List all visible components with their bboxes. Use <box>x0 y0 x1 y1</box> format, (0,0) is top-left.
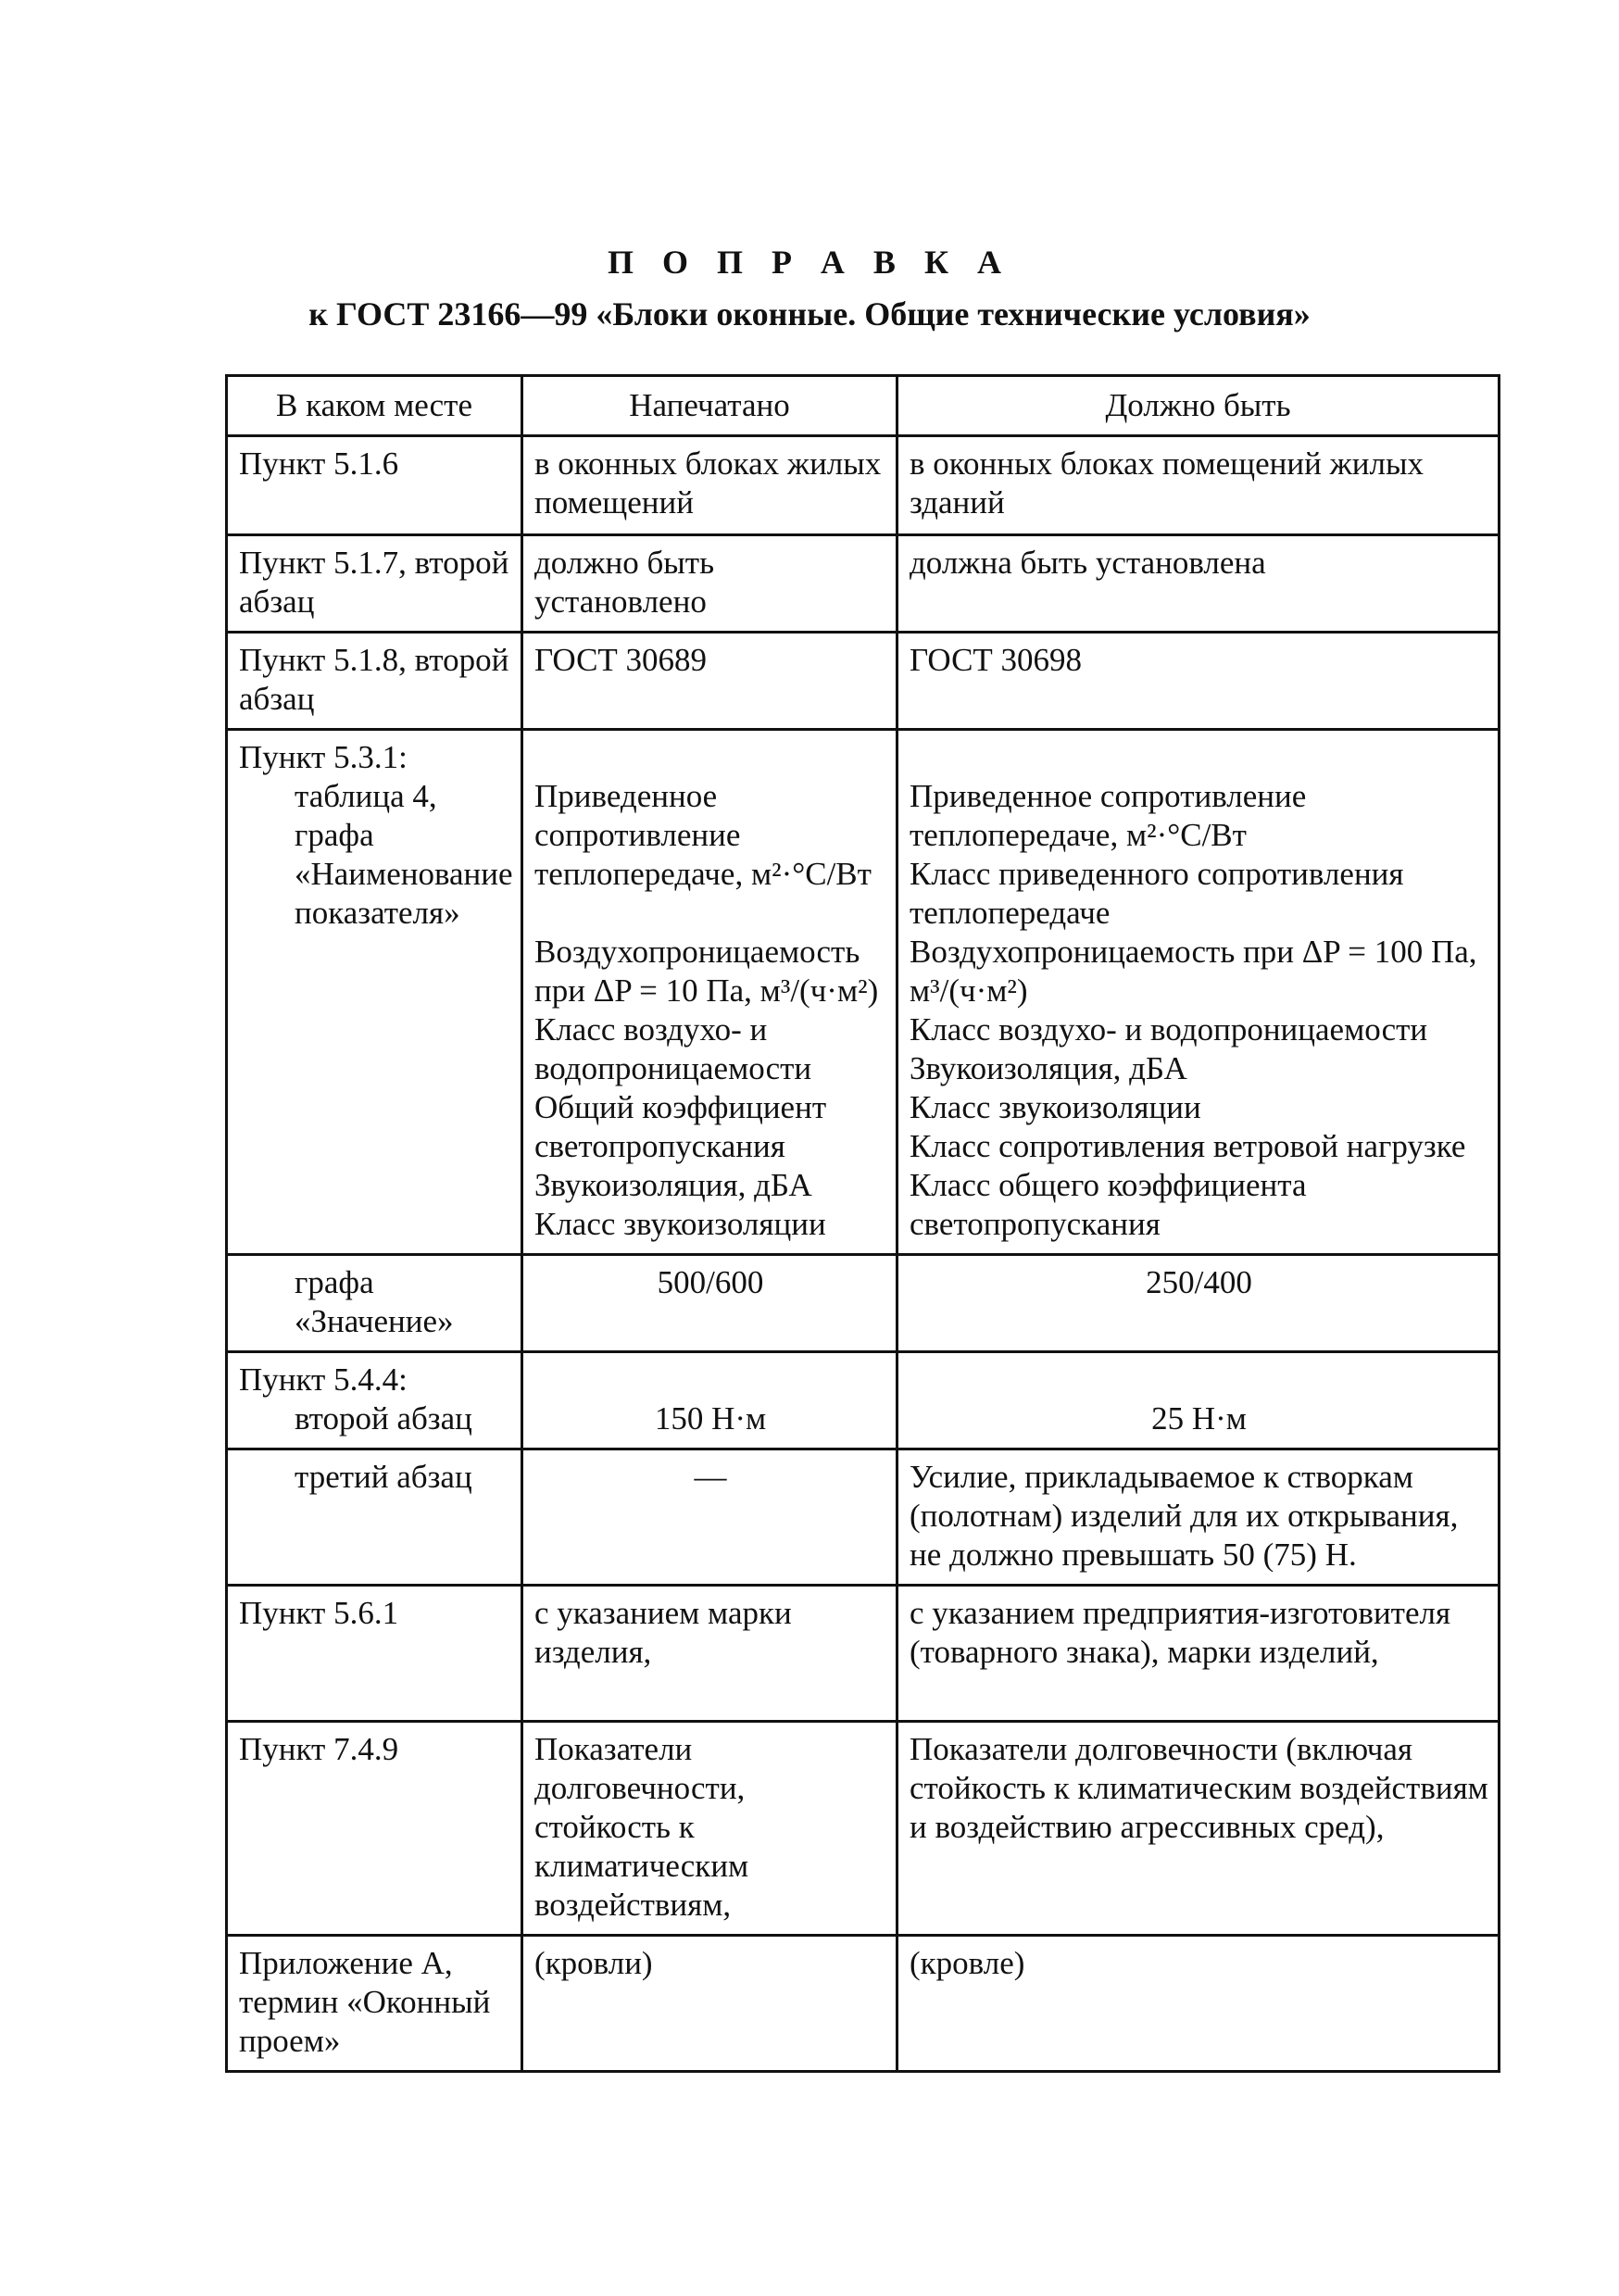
printed-line: Класс звукоизоляции <box>534 1206 826 1242</box>
printed-cell: с указанием марки изделия, <box>522 1586 897 1722</box>
place-cell <box>227 1255 522 1352</box>
page-title: П О П Р А В К А <box>607 244 1012 281</box>
correct-cell: с указанием предприятия-изготовителя (товарного знака), марки изделий, <box>897 1586 1500 1722</box>
table-row <box>227 633 1500 730</box>
printed-cell: ГОСТ 30689 <box>522 633 897 730</box>
correct-line: Класс общего коэффициента светопропускания <box>910 1167 1307 1242</box>
table-row <box>227 1255 1500 1352</box>
place-cell <box>227 1352 522 1449</box>
place-cell: Пункт 5.6.1 <box>227 1586 522 1722</box>
place-sub-label: третий абзац <box>295 1459 472 1495</box>
place-sub-label: второй абзац <box>295 1400 472 1437</box>
place-cell: Пункт 5.1.8, второй абзац <box>227 633 522 730</box>
table-row <box>227 1586 1500 1722</box>
place-cell: Пункт 5.1.6 <box>227 436 522 535</box>
correct-cell: ГОСТ 30698 <box>897 633 1500 730</box>
printed-cell: (кровли) <box>522 1936 897 2072</box>
printed-cell: должно быть установлено <box>522 535 897 633</box>
printed-line: Звукоизоляция, дБА <box>534 1167 812 1203</box>
printed-line: Воздухопроницаемость при ΔP = 10 Па, м³/(ч·м²) <box>534 934 879 1009</box>
correct-cell <box>897 730 1500 1255</box>
place-main-label: Пункт 5.3.1: <box>239 739 408 775</box>
printed-cell: 150 Н·м <box>522 1352 897 1449</box>
correct-line: Класс приведенного сопротивления теплопередаче <box>910 856 1404 931</box>
printed-cell: 500/600 <box>522 1255 897 1352</box>
printed-line: Общий коэффициент светопропускания <box>534 1089 827 1164</box>
table-row <box>227 436 1500 535</box>
table-row <box>227 535 1500 633</box>
printed-line: Класс воздухо- и водопроницаемости <box>534 1011 812 1086</box>
printed-cell: Показатели долговечности, стойкость к климатическим воздействиям, <box>522 1722 897 1936</box>
correct-line: Класс звукоизоляции <box>910 1089 1201 1125</box>
correct-line: Приведенное сопротивление теплопередаче, м²·°С/Вт <box>910 778 1307 853</box>
place-main-label: Пункт 5.4.4: <box>239 1361 408 1398</box>
correct-cell: 25 Н·м <box>897 1352 1500 1449</box>
printed-cell: — <box>522 1449 897 1586</box>
correct-cell: Усилие, прикладываемое к створкам (полотнам) изделий для их открывания, не должно превышать 50 (75) Н. <box>897 1449 1500 1586</box>
table-row <box>227 1352 1500 1449</box>
table-row <box>227 1936 1500 2072</box>
correct-cell: (кровле) <box>897 1936 1500 2072</box>
correct-line: Воздухопроницаемость при ΔP = 100 Па, м³/(ч·м²) <box>910 934 1477 1009</box>
column-header-printed: Напечатано <box>522 376 897 436</box>
correct-cell: в оконных блоках помещений жилых зданий <box>897 436 1500 535</box>
table-header-row <box>227 376 1500 436</box>
correct-line: Звукоизоляция, дБА <box>910 1050 1187 1086</box>
place-cell <box>227 730 522 1255</box>
place-sub-label: таблица 4, графа «Наименование показателя» <box>295 778 513 931</box>
table-row <box>227 730 1500 1255</box>
place-sub-label: графа «Значение» <box>295 1264 454 1339</box>
correct-cell: Показатели долговечности (включая стойкость к климатическим воздействиям и воздействию агрессивных сред), <box>897 1722 1500 1936</box>
place-cell: Пункт 5.1.7, второй абзац <box>227 535 522 633</box>
corrections-table <box>225 374 1500 2073</box>
printed-line: Приведенное сопротивление теплопередаче, м²·°С/Вт <box>534 778 872 892</box>
column-header-place: В каком месте <box>227 376 522 436</box>
correct-line: Класс воздухо- и водопроницаемости <box>910 1011 1428 1048</box>
place-cell: Пункт 7.4.9 <box>227 1722 522 1936</box>
correct-cell: должна быть установлена <box>897 535 1500 633</box>
table-row <box>227 1449 1500 1586</box>
printed-cell <box>522 730 897 1255</box>
table-row <box>227 1722 1500 1936</box>
place-cell: Приложение А, термин «Оконный проем» <box>227 1936 522 2072</box>
page-subtitle: к ГОСТ 23166—99 «Блоки оконные. Общие технические условия» <box>308 295 1311 332</box>
correct-line: Класс сопротивления ветровой нагрузке <box>910 1128 1466 1164</box>
column-header-correct: Должно быть <box>897 376 1500 436</box>
correct-cell: 250/400 <box>897 1255 1500 1352</box>
printed-cell: в оконных блоках жилых помещений <box>522 436 897 535</box>
place-cell <box>227 1449 522 1586</box>
